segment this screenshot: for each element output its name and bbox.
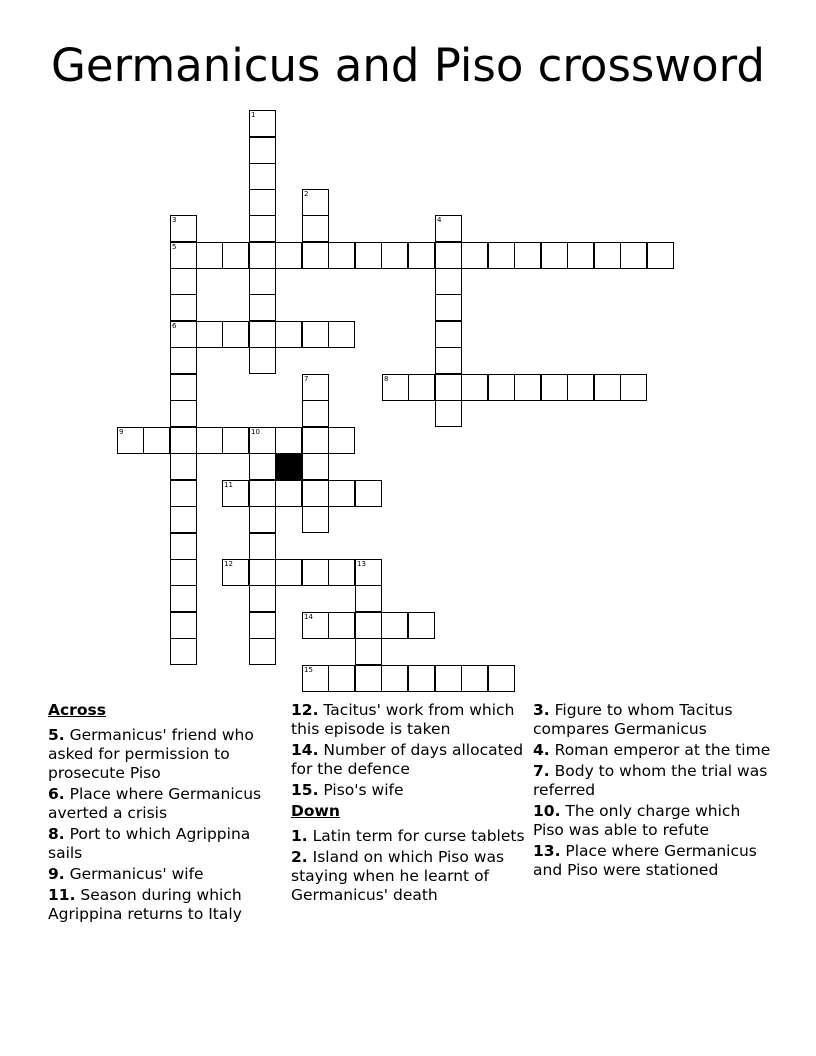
cell-number: 6 bbox=[172, 322, 177, 330]
clue-number: 4. bbox=[533, 741, 550, 759]
grid-cell[interactable] bbox=[541, 374, 568, 401]
clue-text: Germanicus' wife bbox=[69, 865, 204, 883]
grid-cell[interactable] bbox=[196, 427, 223, 454]
grid-cell[interactable] bbox=[328, 321, 355, 348]
grid-cell[interactable] bbox=[355, 585, 382, 612]
grid-cell[interactable] bbox=[170, 585, 197, 612]
grid-cell[interactable] bbox=[222, 427, 249, 454]
cell-number: 4 bbox=[437, 216, 442, 224]
grid-cell[interactable] bbox=[488, 242, 515, 269]
clue-text: Place where Germanicus and Piso were stationed bbox=[533, 842, 757, 879]
grid-cell[interactable] bbox=[594, 374, 621, 401]
clue-number: 13. bbox=[533, 842, 561, 860]
grid-cell[interactable] bbox=[355, 665, 382, 692]
grid-cell[interactable] bbox=[170, 347, 197, 374]
clue-text: Season during which Agrippina returns to Italy bbox=[48, 886, 242, 923]
grid-cell[interactable] bbox=[408, 374, 435, 401]
grid-cell[interactable] bbox=[249, 506, 276, 533]
clues-column-1 bbox=[48, 701, 286, 926]
grid-cell[interactable] bbox=[249, 163, 276, 190]
grid-cell[interactable] bbox=[302, 321, 329, 348]
grid-cell[interactable] bbox=[249, 612, 276, 639]
clue-number: 3. bbox=[533, 701, 550, 719]
grid-cell[interactable] bbox=[381, 242, 408, 269]
clue-down-10 bbox=[533, 802, 771, 840]
grid-cell[interactable] bbox=[355, 480, 382, 507]
grid-cell[interactable] bbox=[302, 215, 329, 242]
clues-column-2 bbox=[291, 701, 529, 907]
grid-cell[interactable] bbox=[488, 665, 515, 692]
grid-cell[interactable] bbox=[275, 559, 302, 586]
clue-number: 9. bbox=[48, 865, 65, 883]
clue-across-11 bbox=[48, 886, 286, 924]
grid-cell[interactable] bbox=[249, 585, 276, 612]
clue-number: 2. bbox=[291, 848, 308, 866]
grid-cell[interactable] bbox=[620, 242, 647, 269]
clue-text: Figure to whom Tacitus compares Germanicus bbox=[533, 701, 733, 738]
clue-across-6 bbox=[48, 785, 286, 823]
grid-cell[interactable] bbox=[435, 374, 462, 401]
grid-cell[interactable] bbox=[461, 665, 488, 692]
grid-cell[interactable] bbox=[249, 480, 276, 507]
clue-down-2 bbox=[291, 848, 529, 905]
grid-block bbox=[275, 453, 302, 480]
grid-cell[interactable] bbox=[170, 638, 197, 665]
grid-cell[interactable] bbox=[381, 612, 408, 639]
grid-cell[interactable] bbox=[408, 612, 435, 639]
grid-cell[interactable] bbox=[328, 612, 355, 639]
cell-number: 14 bbox=[304, 613, 313, 621]
grid-cell[interactable] bbox=[435, 268, 462, 295]
clue-text: The only charge which Piso was able to refute bbox=[533, 802, 741, 839]
clue-text: Roman emperor at the time bbox=[554, 741, 771, 759]
cell-number: 9 bbox=[119, 428, 124, 436]
grid-cell[interactable] bbox=[302, 559, 329, 586]
grid-cell[interactable] bbox=[355, 612, 382, 639]
cell-number: 13 bbox=[357, 560, 366, 568]
clue-across-8 bbox=[48, 825, 286, 863]
clue-number: 14. bbox=[291, 741, 319, 759]
grid-cell[interactable] bbox=[275, 321, 302, 348]
grid-cell[interactable] bbox=[196, 242, 223, 269]
grid-cell[interactable] bbox=[170, 612, 197, 639]
grid-cell[interactable] bbox=[355, 242, 382, 269]
grid-cell[interactable] bbox=[302, 480, 329, 507]
grid-cell[interactable] bbox=[196, 321, 223, 348]
clues-column-3 bbox=[533, 701, 771, 882]
grid-cell[interactable] bbox=[170, 374, 197, 401]
grid-cell[interactable] bbox=[170, 268, 197, 295]
clue-down-13 bbox=[533, 842, 771, 880]
clue-text: Piso's wife bbox=[323, 781, 404, 799]
grid-cell[interactable] bbox=[514, 242, 541, 269]
cell-number: 7 bbox=[304, 375, 309, 383]
cell-number: 2 bbox=[304, 190, 309, 198]
clue-number: 10. bbox=[533, 802, 561, 820]
clue-number: 7. bbox=[533, 762, 550, 780]
grid-cell[interactable] bbox=[435, 242, 462, 269]
grid-cell[interactable] bbox=[275, 480, 302, 507]
grid-cell[interactable] bbox=[302, 427, 329, 454]
grid-cell[interactable] bbox=[249, 242, 276, 269]
clue-across-15 bbox=[291, 781, 529, 800]
grid-cell[interactable] bbox=[249, 638, 276, 665]
across-heading: Across bbox=[48, 701, 106, 719]
cell-number: 15 bbox=[304, 666, 313, 674]
clue-text: Island on which Piso was staying when he learnt of Germanicus' death bbox=[291, 848, 505, 904]
clue-text: Number of days allocated for the defence bbox=[291, 741, 524, 778]
down-heading: Down bbox=[291, 802, 340, 820]
clue-across-5 bbox=[48, 726, 286, 783]
grid-cell[interactable] bbox=[435, 294, 462, 321]
grid-cell[interactable] bbox=[302, 242, 329, 269]
grid-cell[interactable] bbox=[514, 374, 541, 401]
grid-cell[interactable] bbox=[328, 480, 355, 507]
grid-cell[interactable] bbox=[435, 665, 462, 692]
grid-cell[interactable] bbox=[170, 533, 197, 560]
grid-cell[interactable] bbox=[461, 242, 488, 269]
cell-number: 12 bbox=[224, 560, 233, 568]
grid-cell[interactable] bbox=[249, 189, 276, 216]
grid-cell[interactable] bbox=[249, 453, 276, 480]
clue-number: 1. bbox=[291, 827, 308, 845]
grid-cell[interactable] bbox=[275, 242, 302, 269]
grid-cell[interactable] bbox=[222, 321, 249, 348]
clue-down-4 bbox=[533, 741, 771, 760]
grid-cell[interactable] bbox=[170, 427, 197, 454]
grid-cell[interactable] bbox=[328, 665, 355, 692]
grid-cell[interactable] bbox=[435, 347, 462, 374]
grid-cell[interactable] bbox=[328, 559, 355, 586]
grid-cell[interactable] bbox=[249, 347, 276, 374]
clue-text: Tacitus' work from which this episode is taken bbox=[291, 701, 515, 738]
clue-text: Latin term for curse tablets bbox=[312, 827, 525, 845]
grid-cell[interactable] bbox=[170, 506, 197, 533]
cell-number: 1 bbox=[251, 111, 256, 119]
grid-cell[interactable] bbox=[170, 559, 197, 586]
grid-cell[interactable] bbox=[275, 427, 302, 454]
clue-across-12 bbox=[291, 701, 529, 739]
grid-cell[interactable] bbox=[328, 242, 355, 269]
clue-number: 11. bbox=[48, 886, 76, 904]
grid-cell[interactable] bbox=[302, 400, 329, 427]
grid-cell[interactable] bbox=[249, 215, 276, 242]
grid-cell[interactable] bbox=[647, 242, 674, 269]
clue-text: Port to which Agrippina sails bbox=[48, 825, 251, 862]
grid-cell[interactable] bbox=[541, 242, 568, 269]
cell-number: 3 bbox=[172, 216, 177, 224]
clue-down-1 bbox=[291, 827, 529, 846]
clue-across-14 bbox=[291, 741, 529, 779]
clue-text: Germanicus' friend who asked for permission to prosecute Piso bbox=[48, 726, 254, 782]
cell-number: 5 bbox=[172, 243, 177, 251]
grid-cell[interactable] bbox=[620, 374, 647, 401]
clue-across-9 bbox=[48, 865, 286, 884]
clue-number: 8. bbox=[48, 825, 65, 843]
clue-down-7 bbox=[533, 762, 771, 800]
grid-cell[interactable] bbox=[170, 480, 197, 507]
clue-text: Body to whom the trial was referred bbox=[533, 762, 768, 799]
clue-text: Place where Germanicus averted a crisis bbox=[48, 785, 262, 822]
grid-cell[interactable] bbox=[249, 321, 276, 348]
clue-number: 12. bbox=[291, 701, 319, 719]
grid-cell[interactable] bbox=[408, 665, 435, 692]
clue-down-3 bbox=[533, 701, 771, 739]
grid-cell[interactable] bbox=[488, 374, 515, 401]
grid-cell[interactable] bbox=[302, 506, 329, 533]
grid-cell[interactable] bbox=[170, 453, 197, 480]
grid-cell[interactable] bbox=[435, 400, 462, 427]
cell-number: 10 bbox=[251, 428, 260, 436]
grid-cell[interactable] bbox=[170, 400, 197, 427]
grid-cell[interactable] bbox=[249, 533, 276, 560]
grid-cell[interactable] bbox=[461, 374, 488, 401]
clue-number: 15. bbox=[291, 781, 319, 799]
grid-cell[interactable] bbox=[328, 427, 355, 454]
grid-cell[interactable] bbox=[249, 268, 276, 295]
grid-cell[interactable] bbox=[170, 294, 197, 321]
page-title: Germanicus and Piso crossword bbox=[51, 39, 765, 92]
grid-cell[interactable] bbox=[381, 665, 408, 692]
grid-cell[interactable] bbox=[567, 242, 594, 269]
grid-cell[interactable] bbox=[302, 453, 329, 480]
grid-cell[interactable] bbox=[355, 638, 382, 665]
grid-cell[interactable] bbox=[408, 242, 435, 269]
grid-cell[interactable] bbox=[249, 137, 276, 164]
cell-number: 8 bbox=[384, 375, 389, 383]
grid-cell[interactable] bbox=[143, 427, 170, 454]
grid-cell[interactable] bbox=[594, 242, 621, 269]
cell-number: 11 bbox=[224, 481, 233, 489]
grid-cell[interactable] bbox=[567, 374, 594, 401]
grid-cell[interactable] bbox=[249, 559, 276, 586]
grid-cell[interactable] bbox=[222, 242, 249, 269]
grid-cell[interactable] bbox=[435, 321, 462, 348]
grid-cell[interactable] bbox=[249, 294, 276, 321]
clue-number: 6. bbox=[48, 785, 65, 803]
clue-number: 5. bbox=[48, 726, 65, 744]
